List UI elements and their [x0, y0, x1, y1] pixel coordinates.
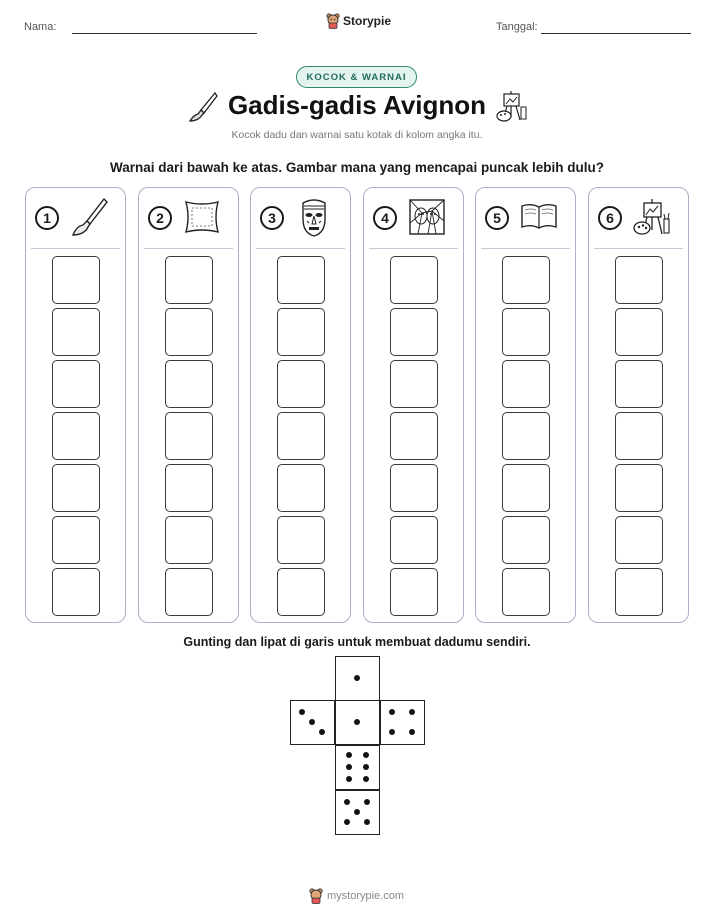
- dice-pip: [409, 729, 415, 735]
- dice-pip: [389, 729, 395, 735]
- dice-pip: [354, 719, 360, 725]
- color-box[interactable]: [390, 308, 438, 356]
- color-box[interactable]: [52, 568, 100, 616]
- column-number: 4: [373, 206, 397, 230]
- column-4: [363, 187, 464, 623]
- column-divider: [481, 248, 570, 249]
- page-title: [0, 90, 714, 121]
- dice-pip: [364, 819, 370, 825]
- dice-pip: [354, 675, 360, 681]
- color-box[interactable]: [165, 256, 213, 304]
- column-number: 6: [598, 206, 622, 230]
- color-box[interactable]: [502, 568, 550, 616]
- dice-pip: [363, 764, 369, 770]
- color-box[interactable]: [277, 516, 325, 564]
- color-box[interactable]: [390, 360, 438, 408]
- color-box[interactable]: [52, 256, 100, 304]
- column-divider: [594, 248, 683, 249]
- bear-footer-icon: [309, 888, 323, 904]
- color-box[interactable]: [277, 256, 325, 304]
- name-line[interactable]: [72, 33, 257, 34]
- dice-pip: [363, 752, 369, 758]
- column-1: [25, 187, 126, 623]
- color-box[interactable]: [390, 516, 438, 564]
- color-box[interactable]: [615, 516, 663, 564]
- paintbrush-icon: [70, 197, 108, 242]
- color-box[interactable]: [52, 308, 100, 356]
- color-box[interactable]: [165, 308, 213, 356]
- color-box[interactable]: [165, 464, 213, 512]
- dice-pip: [363, 776, 369, 782]
- date-label: Tanggal:: [496, 21, 538, 33]
- color-box[interactable]: [165, 568, 213, 616]
- column-divider: [31, 248, 120, 249]
- color-box[interactable]: [390, 256, 438, 304]
- open-book-icon: [520, 197, 558, 242]
- dice-pip: [309, 719, 315, 725]
- color-box[interactable]: [277, 464, 325, 512]
- color-box[interactable]: [502, 360, 550, 408]
- color-box[interactable]: [390, 464, 438, 512]
- color-box[interactable]: [277, 308, 325, 356]
- column-divider: [256, 248, 345, 249]
- dice-pip: [319, 729, 325, 735]
- coloring-instruction: Warnai dari bawah ke atas. Gambar mana yang mencapai puncak lebih dulu?: [110, 160, 604, 175]
- column-2: [138, 187, 239, 623]
- color-box[interactable]: [502, 516, 550, 564]
- column-number: 2: [148, 206, 172, 230]
- color-box[interactable]: [502, 412, 550, 460]
- dice-pip: [346, 764, 352, 770]
- dice-pip: [409, 709, 415, 715]
- column-number: 3: [260, 206, 284, 230]
- dice-pip: [344, 819, 350, 825]
- column-5: [475, 187, 576, 623]
- cut-instruction: Gunting dan lipat di garis untuk membuat dadumu sendiri.: [183, 635, 531, 649]
- dice-pip: [299, 709, 305, 715]
- name-label: Nama:: [24, 21, 57, 33]
- cubist-faces-icon: [408, 197, 446, 242]
- color-box[interactable]: [165, 360, 213, 408]
- color-box[interactable]: [502, 308, 550, 356]
- color-box[interactable]: [502, 464, 550, 512]
- color-box[interactable]: [615, 568, 663, 616]
- easel-title-icon: [496, 89, 528, 123]
- color-box[interactable]: [277, 568, 325, 616]
- footer: [309, 888, 404, 904]
- brand-name: Storypie: [343, 14, 392, 28]
- color-box[interactable]: [615, 308, 663, 356]
- dice-pip: [354, 809, 360, 815]
- paintbrush-title-icon: [188, 91, 218, 123]
- dice-pip: [364, 799, 370, 805]
- title-text: Gadis-gadis Avignon: [227, 90, 487, 120]
- column-number: 1: [35, 206, 59, 230]
- column-divider: [369, 248, 458, 249]
- dice-pip: [344, 799, 350, 805]
- color-box[interactable]: [165, 516, 213, 564]
- color-box[interactable]: [52, 464, 100, 512]
- color-box[interactable]: [615, 256, 663, 304]
- column-divider: [144, 248, 233, 249]
- color-box[interactable]: [52, 412, 100, 460]
- brand-logo: [326, 13, 391, 29]
- dice-face-4: [380, 700, 425, 745]
- color-box[interactable]: [502, 256, 550, 304]
- dice-pip: [389, 709, 395, 715]
- activity-badge: KOCOK & WARNAI: [296, 66, 417, 88]
- dice-pip: [346, 776, 352, 782]
- dice-face-1: [335, 656, 380, 701]
- column-6: [588, 187, 689, 623]
- footer-url[interactable]: mystorypie.com: [327, 890, 405, 902]
- bear-logo-icon: [326, 13, 340, 29]
- dice-face-6: [335, 745, 380, 790]
- color-box[interactable]: [165, 412, 213, 460]
- color-box[interactable]: [52, 516, 100, 564]
- color-box[interactable]: [615, 412, 663, 460]
- page-subtitle: Kocok dadu dan warnai satu kotak di kolom angka itu.: [231, 129, 483, 141]
- color-box[interactable]: [390, 568, 438, 616]
- dice-pip: [346, 752, 352, 758]
- canvas-frame-icon: [183, 197, 221, 242]
- color-box[interactable]: [615, 464, 663, 512]
- color-box[interactable]: [52, 360, 100, 408]
- date-line[interactable]: [541, 33, 691, 34]
- dice-face-1: [335, 700, 380, 745]
- column-number: 5: [485, 206, 509, 230]
- dice-face-5: [335, 790, 380, 835]
- color-box[interactable]: [277, 412, 325, 460]
- easel-palette-icon: [633, 197, 671, 242]
- african-mask-icon: [295, 197, 333, 242]
- column-3: [250, 187, 351, 623]
- color-box[interactable]: [390, 412, 438, 460]
- color-box[interactable]: [277, 360, 325, 408]
- color-box[interactable]: [615, 360, 663, 408]
- dice-face-3: [290, 700, 335, 745]
